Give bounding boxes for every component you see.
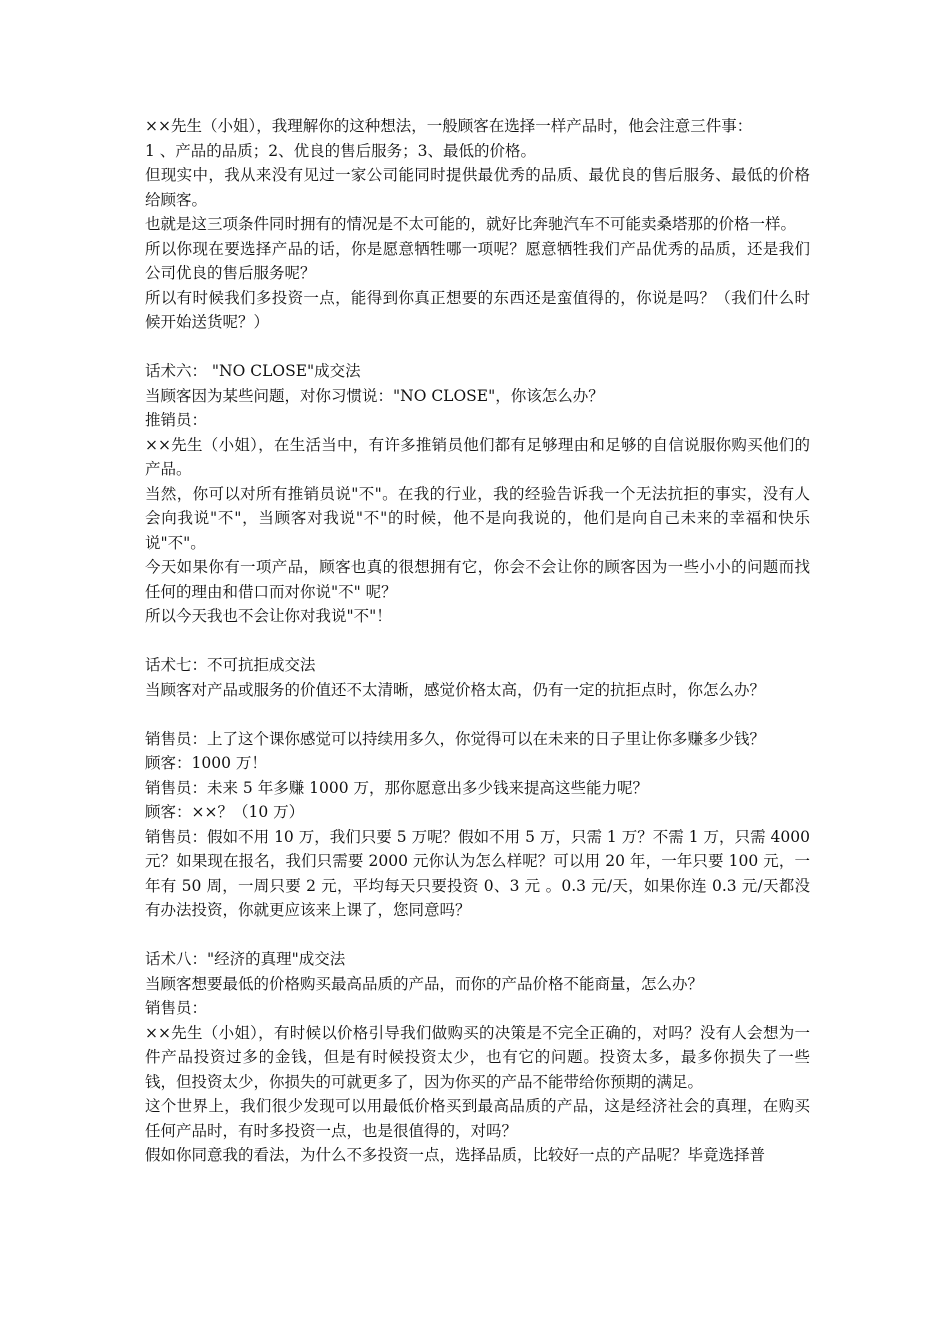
paragraph: 1 、产品的品质；2、优良的售后服务；3、最低的价格。 (145, 141, 537, 160)
paragraph: 推销员： (145, 411, 208, 429)
paragraph: ××先生（小姐），有时候以价格引导我们做购买的决策是不完全正确的，对吗？没有人会想为一件产品投资过多的金钱，但是有时候投资太少，也有它的问题。投资太多，最多你损失了一些钱，但投资太少，你损失的可就更多了，因为你买的产品不能带给你预期的满足。 (145, 1023, 810, 1091)
paragraph: 话术八："经济的真理"成交法 (145, 950, 346, 968)
paragraph: 今天如果你有一项产品，顾客也真的很想拥有它，你会不会让你的顾客因为一些小小的问题而找任何的理由和借口而对你说"不" 呢？ (145, 558, 810, 601)
paragraph: 话术七：不可抗拒成交法 (145, 656, 316, 674)
paragraph: 销售员：上了这个课你感觉可以持续用多久，你觉得可以在未来的日子里让你多赚多少钱？ (145, 729, 766, 748)
paragraph: 所以今天我也不会让你对我说"不"！ (145, 607, 392, 625)
paragraph: 所以有时候我们多投资一点，能得到你真正想要的东西还是蛮值得的，你说是吗？（我们什么时候开始送货呢？） (145, 288, 810, 331)
paragraph: 假如你同意我的看法，为什么不多投资一点，选择品质，比较好一点的产品呢？毕竟选择普 (145, 1146, 766, 1164)
paragraph: 当顾客对产品或服务的价值还不太清晰，感觉价格太高，仍有一定的抗拒点时，你怎么办？ (145, 680, 766, 699)
paragraph: 但现实中，我从来没有见过一家公司能同时提供最优秀的品质、最优良的售后服务、最低的价格给顾客。 (145, 166, 810, 209)
paragraph: 顾客：1000 万！ (145, 754, 267, 772)
blank-line (145, 335, 810, 360)
blank-line (145, 629, 810, 654)
paragraph: 当顾客想要最低的价格购买最高品质的产品，而你的产品价格不能商量，怎么办？ (145, 974, 704, 993)
paragraph: 销售员：假如不用 10 万，我们只要 5 万呢？假如不用 5 万，只需 1 万？不需 1 万，只需 4000 元？如果现在报名，我们只需要 2000 元你认为怎么样呢？可以用 20 年，一年只要 100 元，一年有 50 周，一周只要 2 元，平均每天只要投资 0、3 元 。0.3 元/天，如果你连 0.3 元/天都没有办法投资，你就更应该来上课了，您同意吗？ (145, 827, 810, 919)
paragraph: 也就是这三项条件同时拥有的情况是不太可能的，就好比奔驰汽车不可能卖桑塔那的价格一样。 (145, 215, 797, 233)
paragraph: ××先生（小姐），在生活当中，有许多推销员他们都有足够理由和足够的自信说服你购买他们的产品。 (145, 435, 810, 478)
paragraph: 当然，你可以对所有推销员说"不"。在我的行业，我的经验告诉我一个无法抗拒的事实，没有人会向我说"不"，当顾客对我说"不"的时候，他不是向我说的，他们是向自己未来的幸福和快乐说"不"。 (145, 484, 810, 552)
paragraph: 销售员：未来 5 年多赚 1000 万，那你愿意出多少钱来提高这些能力呢？ (145, 778, 649, 797)
blank-line (145, 702, 810, 727)
blank-line (145, 923, 810, 948)
paragraph: 当顾客因为某些问题，对你习惯说："NO CLOSE"，你该怎么办？ (145, 386, 604, 405)
paragraph: 顾客：××？（10 万） (145, 803, 305, 821)
paragraph: 这个世界上，我们很少发现可以用最低价格买到最高品质的产品，这是经济社会的真理，在购买任何产品时，有时多投资一点，也是很值得的，对吗？ (145, 1097, 810, 1140)
paragraph: ××先生（小姐），我理解你的这种想法，一般顾客在选择一样产品时，他会注意三件事： (145, 117, 753, 135)
paragraph: 话术六： "NO CLOSE"成交法 (145, 362, 361, 380)
document-body (145, 114, 810, 1168)
paragraph: 销售员： (145, 999, 208, 1017)
paragraph: 所以你现在要选择产品的话，你是愿意牺牲哪一项呢？愿意牺牲我们产品优秀的品质，还是我们公司优良的售后服务呢？ (145, 239, 810, 282)
